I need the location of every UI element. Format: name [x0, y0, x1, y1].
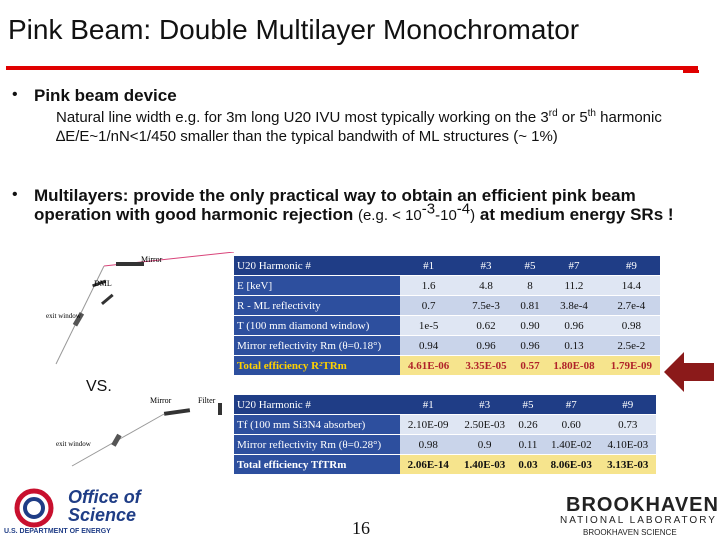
t1-header-col5: #9	[603, 256, 660, 276]
brookhaven-science-text: BROOKHAVEN SCIENCE	[583, 528, 677, 537]
bullet1-text-c: harmonic	[596, 109, 662, 126]
t1-header-col2: #3	[457, 256, 514, 276]
page-number: 16	[352, 518, 370, 538]
t1-cell: 0.81	[515, 296, 546, 316]
t2-cell: 0.26	[513, 415, 543, 435]
t2-cell: 8.06E-03	[543, 455, 599, 475]
dml-element	[101, 294, 114, 305]
diagram2-exit-window-label: exit window	[56, 440, 91, 448]
t2-cell: 3.13E-03	[600, 455, 656, 475]
t1-row1-label: R - ML reflectivity	[234, 296, 400, 316]
national-lab-text: NATIONAL LABORATORY	[560, 515, 717, 526]
bullet1-heading: Pink beam device	[34, 86, 177, 105]
t2-header-col4: #7	[543, 395, 599, 415]
t2-cell: 1.40E-03	[456, 455, 512, 475]
t1-cell: 1.80E-08	[545, 356, 602, 376]
office-label: Office of	[68, 487, 141, 507]
t2-cell: 0.60	[543, 415, 599, 435]
t1-cell: 4.61E-06	[400, 356, 457, 376]
t1-cell: 8	[515, 276, 546, 296]
bullet2-text-a: Multilayers: provide the only practical way to obtain an efficient pink beam operation with good harmonic rejection	[34, 186, 636, 224]
t2-cell: 4.10E-03	[600, 435, 656, 455]
t2-header-col2: #3	[456, 395, 512, 415]
table-row	[234, 276, 660, 296]
title-underline-accent	[683, 70, 699, 73]
t1-cell: 0.90	[515, 316, 546, 336]
t1-cell: 2.7e-4	[603, 296, 660, 316]
diagram1-mirror-label: Mirror	[141, 255, 163, 264]
t2-cell: 2.50E-03	[456, 415, 512, 435]
pink-beam-layout-diagram	[36, 252, 234, 382]
t1-cell: 4.8	[457, 276, 514, 296]
t2-cell: 0.11	[513, 435, 543, 455]
t2-row2-label: Total efficiency TfTRm	[234, 455, 400, 475]
bullet2-small-b: -10	[435, 207, 457, 224]
bullet2-text	[34, 186, 714, 225]
logo-ring	[17, 491, 51, 525]
science-label: Science	[68, 505, 137, 525]
table-row	[234, 455, 656, 475]
t1-cell: 3.8e-4	[545, 296, 602, 316]
slide-title: Pink Beam: Double Multilayer Monochromator	[8, 14, 580, 45]
doe-label: U.S. DEPARTMENT OF ENERGY	[4, 528, 111, 535]
bullet1-text-a: Natural line width e.g. for 3m long U20 IVU most typically working on the 3	[56, 109, 549, 126]
exit-window-element	[111, 434, 121, 447]
filter-layout-diagram	[52, 394, 234, 474]
brookhaven-logo-text: BROOKHAVEN	[566, 494, 719, 516]
t1-cell: 3.35E-05	[457, 356, 514, 376]
delta-symbol: ∆	[56, 128, 66, 145]
table-row	[234, 296, 660, 316]
bullet2-sup-a: -3	[421, 200, 436, 218]
t1-cell: 0.7	[400, 296, 457, 316]
bullet-point-icon: •	[12, 86, 18, 103]
t2-header-col0: U20 Harmonic #	[234, 395, 400, 415]
arrow-shape	[664, 352, 714, 392]
bullet1-text-b: or 5	[557, 109, 588, 126]
t1-row4-label: Total efficiency R²TRm	[234, 356, 400, 376]
t1-header-col1: #1	[400, 256, 457, 276]
table-row	[234, 415, 656, 435]
t1-cell: 1.6	[400, 276, 457, 296]
diagram1-dml-label: DML	[94, 279, 112, 288]
t1-cell: 1.79E-09	[603, 356, 660, 376]
t2-header-col1: #1	[400, 395, 456, 415]
t2-cell: 0.9	[456, 435, 512, 455]
t1-header-col4: #7	[545, 256, 602, 276]
t2-cell: 0.03	[513, 455, 543, 475]
t1-cell: 0.98	[603, 316, 660, 336]
bullet2-sup-b: -4	[456, 200, 471, 218]
t2-cell: 0.98	[400, 435, 456, 455]
t1-cell: 0.96	[457, 336, 514, 356]
t1-header-col0: U20 Harmonic #	[234, 256, 400, 276]
bullet1-text	[56, 108, 716, 146]
office-of-science-logo-icon	[4, 488, 64, 528]
mirror-element	[164, 408, 190, 416]
t2-cell: 0.73	[600, 415, 656, 435]
title-underline	[6, 66, 698, 70]
bullet-point-icon: •	[12, 186, 18, 203]
t1-cell: 2.5e-2	[603, 336, 660, 356]
left-arrow-icon	[664, 350, 716, 394]
harmonic-table-filter	[234, 395, 656, 475]
bullet2-small-c: )	[470, 207, 476, 224]
table-row	[234, 356, 660, 376]
table-row	[234, 336, 660, 356]
t1-cell: 7.5e-3	[457, 296, 514, 316]
table-row	[234, 316, 660, 336]
t2-row1-label: Mirror reflectivity Rm (θ=0.28°)	[234, 435, 400, 455]
t2-cell: 2.06E-14	[400, 455, 456, 475]
diagram1-exit-window-label: exit window	[46, 312, 81, 320]
t1-cell: 11.2	[545, 276, 602, 296]
bullet1-sup-b: th	[587, 108, 596, 119]
t1-cell: 0.94	[400, 336, 457, 356]
logo-inner-ring	[25, 499, 43, 517]
t1-cell: 14.4	[603, 276, 660, 296]
t2-row0-label: Tf (100 mm Si3N4 absorber)	[234, 415, 400, 435]
t2-header-col5: #9	[600, 395, 656, 415]
t1-cell: 0.96	[545, 316, 602, 336]
bullet2-small-a: (e.g. < 10	[357, 207, 422, 224]
t2-header-col3: #5	[513, 395, 543, 415]
t1-row2-label: T (100 mm diamond window)	[234, 316, 400, 336]
table-row	[234, 435, 656, 455]
t1-cell: 0.57	[515, 356, 546, 376]
t1-cell: 0.13	[545, 336, 602, 356]
diagram2-mirror-label: Mirror	[150, 396, 172, 405]
t1-cell: 1e-5	[400, 316, 457, 336]
t1-cell: 0.62	[457, 316, 514, 336]
harmonic-table-pink-beam	[234, 256, 660, 376]
t1-cell: 0.96	[515, 336, 546, 356]
t2-cell: 2.10E-09	[400, 415, 456, 435]
t1-row0-label: E [keV]	[234, 276, 400, 296]
bullet1-sup-a: rd	[548, 108, 558, 119]
t2-cell: 1.40E-02	[543, 435, 599, 455]
filter-element	[218, 403, 222, 415]
bullet1-text-d: E/E~1/nN<1/450 smaller than the typical bandwith of ML structures (~ 1%)	[65, 128, 558, 145]
mirror-element	[116, 262, 144, 266]
t1-header-col3: #5	[515, 256, 546, 276]
vs-label: VS.	[86, 378, 112, 395]
t1-row3-label: Mirror reflectivity Rm (θ=0.18°)	[234, 336, 400, 356]
diagram2-filter-label: Filter	[198, 396, 216, 405]
bullet2-text-b: at medium energy SRs !	[475, 205, 674, 224]
